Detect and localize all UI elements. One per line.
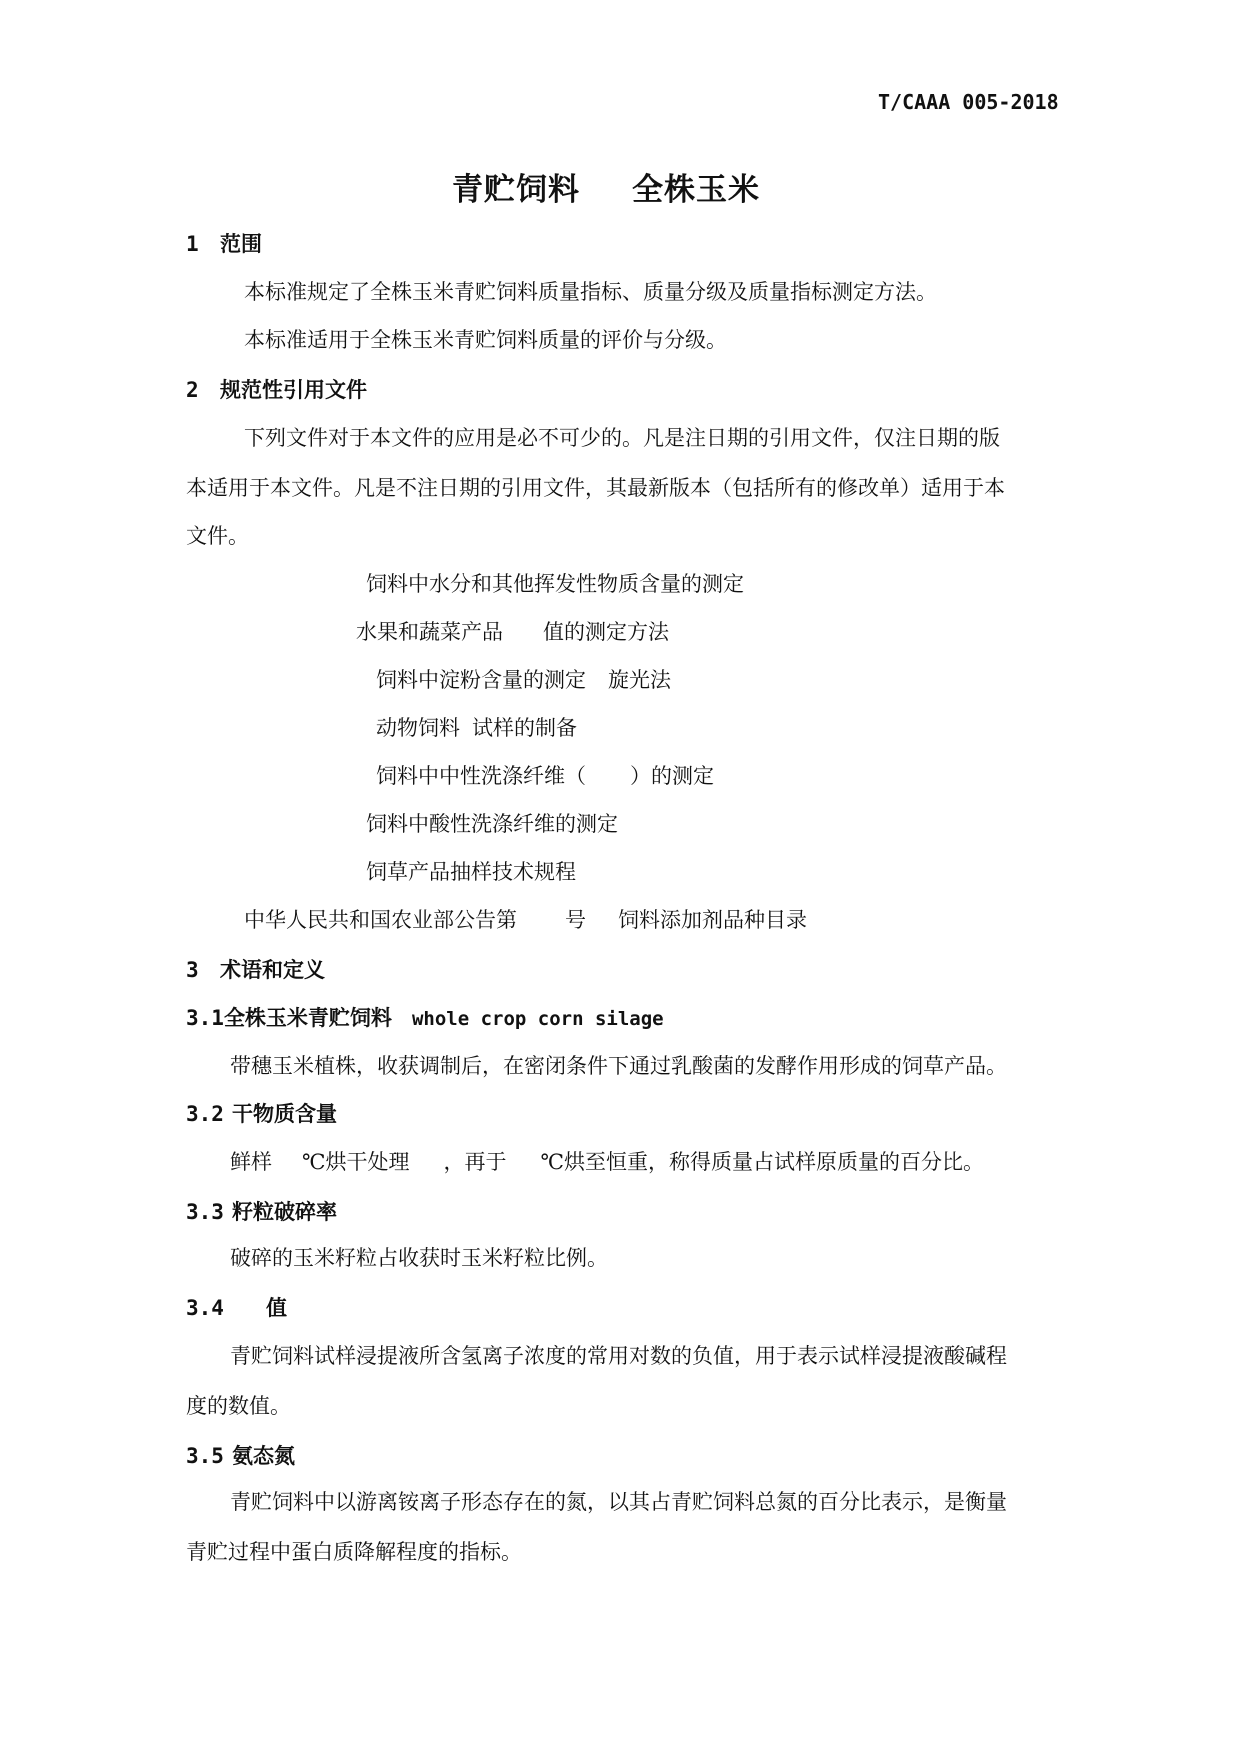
term-definition: 破碎的玉米籽粒占收获时玉米籽粒比例。 <box>230 1246 608 1270</box>
paragraph-line: 本适用于本文件。凡是不注日期的引用文件，其最新版本（包括所有的修改单）适用于本 <box>186 476 1005 500</box>
title-part-1: 青贮饲料 <box>452 172 580 208</box>
paragraph-line: 文件。 <box>186 524 249 548</box>
section-title: 范围 <box>220 232 262 256</box>
term-title: 值 <box>266 1296 287 1320</box>
standard-number: T/CAAA 005-2018 <box>878 90 1059 114</box>
term-number: 3.3 <box>186 1200 224 1224</box>
section-title: 规范性引用文件 <box>220 378 367 402</box>
term-3-2-heading <box>186 1098 337 1128</box>
term-number: 3.5 <box>186 1444 224 1468</box>
term-definition: 带穗玉米植株，收获调制后，在密闭条件下通过乳酸菌的发酵作用形成的饲草产品。 <box>230 1054 1007 1078</box>
term-definition-line: 青贮过程中蛋白质降解程度的指标。 <box>186 1540 522 1564</box>
reference-item: 饲料中中性洗涤纤维（ ）的测定 <box>376 764 714 788</box>
term-title: 氨态氮 <box>232 1444 295 1468</box>
term-number: 3.4 <box>186 1296 224 1320</box>
term-title: 籽粒破碎率 <box>232 1200 337 1224</box>
document-title <box>452 164 760 209</box>
paragraph: 本标准适用于全株玉米青贮饲料质量的评价与分级。 <box>244 328 727 352</box>
term-definition-line: 度的数值。 <box>186 1394 291 1418</box>
section-title: 术语和定义 <box>220 958 325 982</box>
paragraph: 本标准规定了全株玉米青贮饲料质量指标、质量分级及质量指标测定方法。 <box>244 280 937 304</box>
term-definition-line: 青贮饲料试样浸提液所含氢离子浓度的常用对数的负值，用于表示试样浸提液酸碱程 <box>230 1344 1007 1368</box>
term-3-5-heading <box>186 1440 295 1470</box>
reference-item: 饲草产品抽样技术规程 <box>366 860 576 884</box>
section-number: 2 <box>186 378 199 402</box>
section-number: 1 <box>186 232 199 256</box>
reference-item: 饲料中酸性洗涤纤维的测定 <box>366 812 618 836</box>
reference-item: 动物饲料 试样的制备 <box>376 716 577 740</box>
term-3-1-heading <box>186 1002 664 1032</box>
term-title: 全株玉米青贮饲料 <box>223 1006 392 1030</box>
term-3-4-heading <box>186 1292 287 1322</box>
paragraph-line: 下列文件对于本文件的应用是必不可少的。凡是注日期的引用文件，仅注日期的版 <box>244 426 1000 450</box>
reference-item: 水果和蔬菜产品 值的测定方法 <box>356 620 669 644</box>
term-definition-line: 青贮饲料中以游离铵离子形态存在的氮，以其占青贮饲料总氮的百分比表示，是衡量 <box>230 1490 1007 1514</box>
term-english: whole crop corn silage <box>411 1008 664 1030</box>
reference-item: 饲料中水分和其他挥发性物质含量的测定 <box>366 572 744 596</box>
section-number: 3 <box>186 958 199 982</box>
reference-item: 饲料中淀粉含量的测定 旋光法 <box>376 668 671 692</box>
term-title: 干物质含量 <box>232 1102 337 1126</box>
section-3-heading <box>186 954 325 984</box>
reference-item: 中华人民共和国农业部公告第 号 饲料添加剂品种目录 <box>244 908 807 932</box>
title-part-2: 全株玉米 <box>632 172 760 208</box>
section-1-heading <box>186 228 262 258</box>
term-number: 3.1 <box>186 1006 224 1030</box>
term-3-3-heading <box>186 1196 337 1226</box>
section-2-heading <box>186 374 367 404</box>
term-definition: 鲜样 ℃烘干处理 ，再于 ℃烘至恒重，称得质量占试样原质量的百分比。 <box>230 1150 984 1174</box>
term-number: 3.2 <box>186 1102 224 1126</box>
